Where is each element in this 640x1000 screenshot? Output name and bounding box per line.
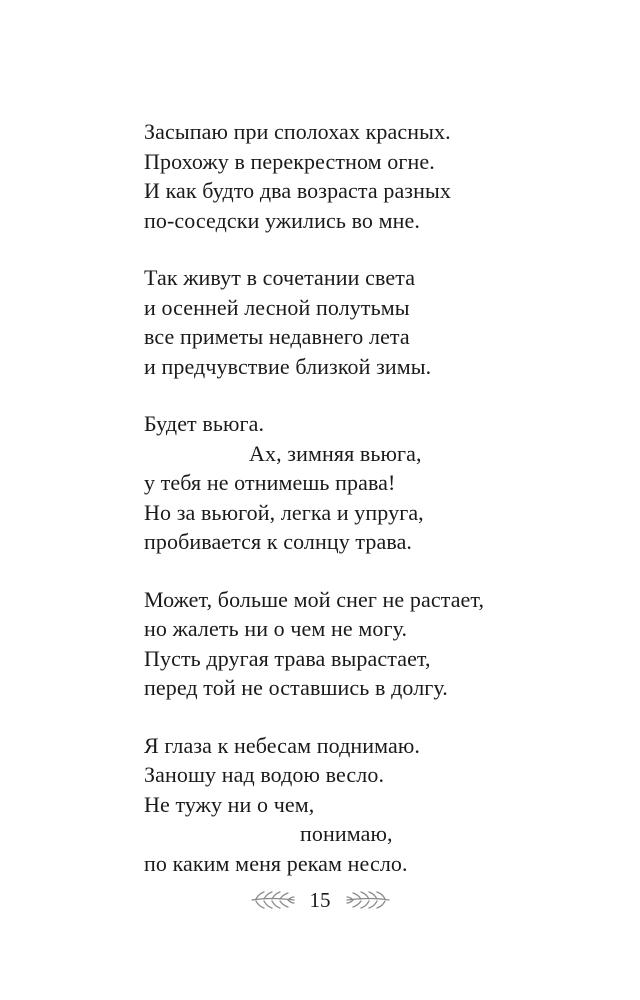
poem-line: Засыпаю при сполохах красных. — [144, 119, 451, 144]
stanza — [144, 263, 584, 381]
poem-line: Может, больше мой снег не растает, — [144, 586, 485, 612]
page-number: 15 — [309, 888, 331, 912]
poem-line: пробивается к солнцу трава. — [144, 529, 413, 554]
stanza — [144, 117, 584, 235]
poem-line: Заношу над водою весло. — [144, 762, 385, 787]
stanza — [144, 409, 584, 557]
poem — [144, 117, 584, 906]
poem-line: у тебя не отнимешь права! — [144, 470, 396, 495]
poem-line: перед той не оставшись в долгу. — [144, 675, 448, 700]
poem-line: Но за вьюгой, легка и упруга, — [144, 499, 424, 525]
poem-line: Ах, зимняя вьюга, — [249, 440, 422, 466]
stanza — [144, 585, 584, 703]
poem-line: Так живут в сочетании света — [144, 265, 416, 290]
poem-line: понимаю, — [300, 821, 393, 846]
feather-sprig-icon-right — [343, 889, 393, 911]
poem-line: все приметы недавнего лета — [144, 324, 410, 349]
poem-line: по-соседски ужились во мне. — [144, 207, 420, 233]
page-folio — [0, 880, 640, 920]
poem-line: Пусть другая трава вырастает, — [144, 645, 431, 671]
feather-sprig-icon-left — [248, 889, 298, 911]
poem-line: по каким меня рекам несло. — [144, 850, 408, 876]
poem-line: но жалеть ни о чем не могу. — [144, 616, 408, 641]
poem-line: и осенней лесной полутьмы — [144, 294, 410, 320]
poem-line: И как будто два возраста разных — [144, 178, 451, 203]
stanza — [144, 731, 584, 879]
poem-line: Я глаза к небесам поднимаю. — [144, 732, 420, 758]
poem-line: Прохожу в перекрестном огне. — [144, 148, 435, 174]
poem-line: Не тужу ни о чем, — [144, 791, 315, 817]
poem-line: Будет вьюга. — [144, 411, 265, 436]
poem-line: и предчувствие близкой зимы. — [144, 353, 432, 379]
